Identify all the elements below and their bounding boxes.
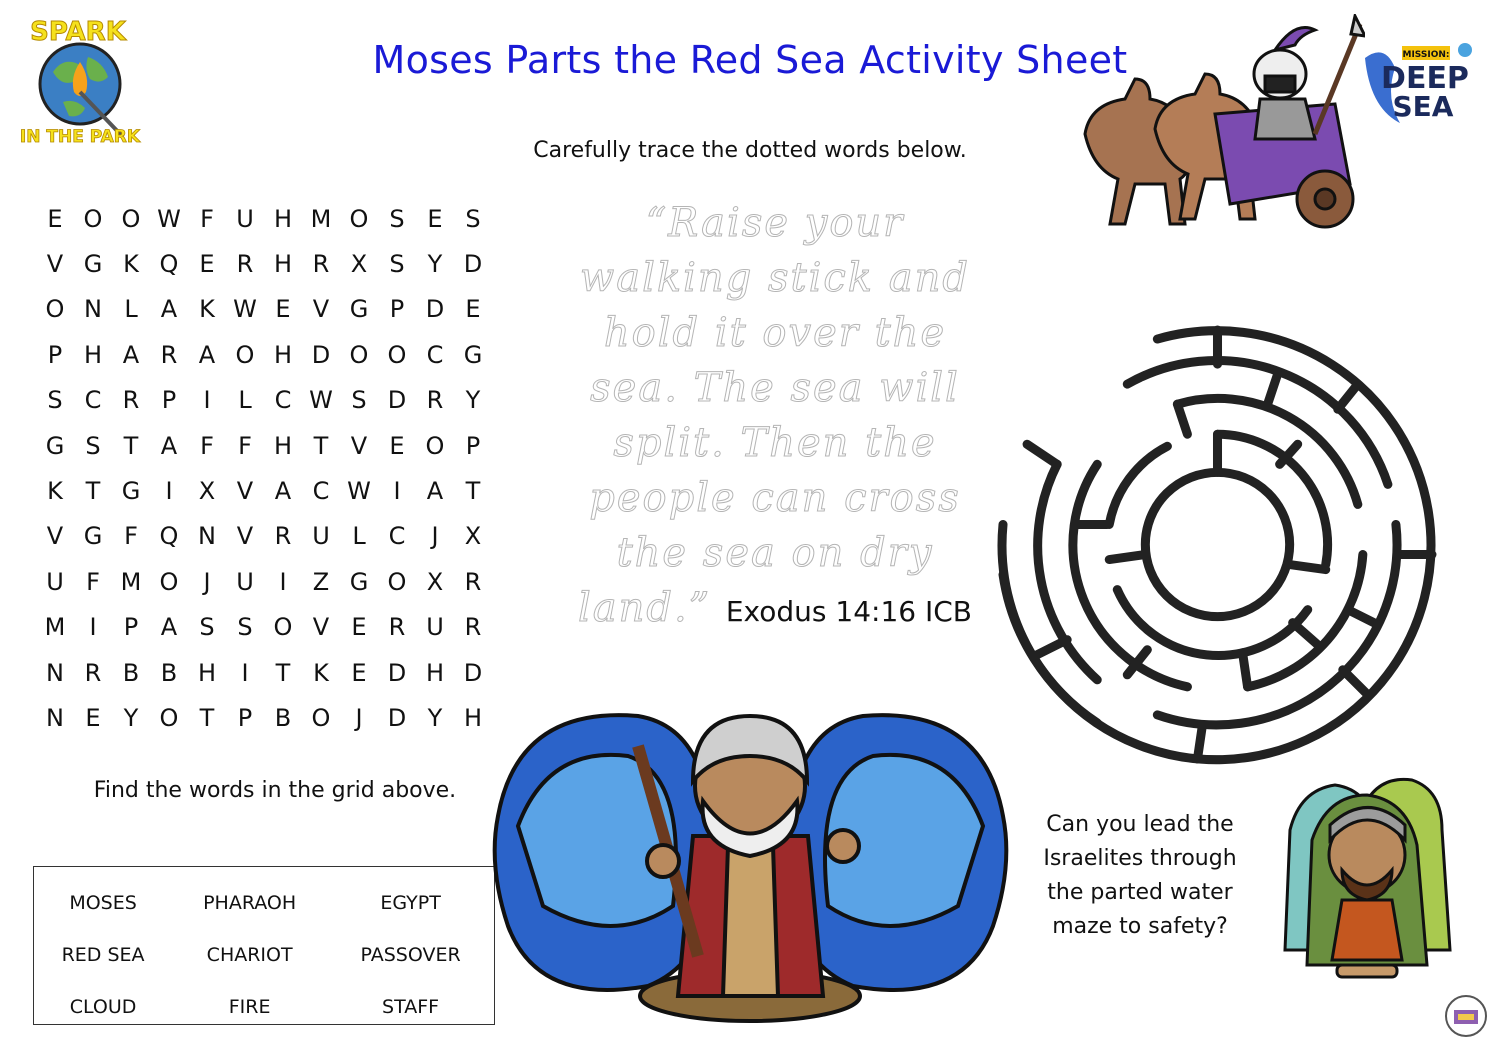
grid-letter[interactable]: G bbox=[83, 522, 103, 551]
grid-letter[interactable]: H bbox=[273, 340, 293, 369]
trace-line: hold it over the bbox=[603, 310, 947, 356]
grid-letter[interactable]: T bbox=[313, 431, 329, 460]
grid-letter[interactable]: P bbox=[161, 386, 177, 415]
grid-letter[interactable]: O bbox=[349, 340, 369, 369]
sea-label: SEA bbox=[1392, 90, 1454, 123]
grid-letter[interactable]: E bbox=[351, 613, 367, 642]
grid-letter[interactable]: R bbox=[84, 658, 102, 687]
grid-row bbox=[36, 378, 492, 423]
grid-letter[interactable]: U bbox=[312, 522, 330, 551]
grid-letter[interactable]: R bbox=[160, 340, 178, 369]
grid-letter[interactable]: H bbox=[273, 204, 293, 233]
grid-letter[interactable]: V bbox=[312, 613, 330, 642]
grid-letter[interactable]: R bbox=[122, 386, 140, 415]
grid-letter[interactable]: I bbox=[165, 477, 173, 506]
grid-letter[interactable]: C bbox=[426, 340, 444, 369]
grid-letter[interactable]: S bbox=[389, 204, 405, 233]
grid-letter[interactable]: E bbox=[351, 658, 367, 687]
trace-line: land.” bbox=[577, 585, 712, 631]
trace-line: split. Then the bbox=[613, 420, 937, 466]
grid-letter[interactable]: I bbox=[203, 386, 211, 415]
grid-letter[interactable]: A bbox=[122, 340, 140, 369]
grid-letter[interactable]: B bbox=[274, 703, 292, 732]
trace-line-last bbox=[560, 581, 990, 636]
moses-illustration-icon bbox=[488, 706, 1013, 1026]
grid-letter[interactable]: S bbox=[199, 613, 215, 642]
grid-letter[interactable]: P bbox=[237, 703, 253, 732]
grid-letter[interactable]: E bbox=[389, 431, 405, 460]
deep-sea-logo-icon bbox=[1355, 38, 1485, 128]
grid-letter[interactable]: C bbox=[274, 386, 292, 415]
maze-question-line: maze to safety? bbox=[1052, 914, 1228, 939]
grid-letter[interactable]: K bbox=[123, 250, 139, 279]
grid-letter[interactable]: X bbox=[426, 567, 444, 596]
grid-letter[interactable]: D bbox=[387, 386, 407, 415]
grid-letter[interactable]: P bbox=[123, 613, 139, 642]
grid-letter[interactable]: R bbox=[464, 567, 482, 596]
grid-letter[interactable]: P bbox=[47, 340, 63, 369]
grid-letter[interactable]: J bbox=[203, 567, 211, 596]
grid-letter[interactable]: U bbox=[426, 613, 444, 642]
grid-letter[interactable]: Z bbox=[312, 567, 330, 596]
maze-question-line: Israelites through bbox=[1043, 846, 1237, 871]
grid-letter[interactable]: J bbox=[355, 703, 363, 732]
grid-letter[interactable]: V bbox=[46, 522, 64, 551]
grid-letter[interactable]: F bbox=[86, 567, 100, 596]
grid-letter[interactable]: L bbox=[124, 295, 138, 324]
grid-letter[interactable]: S bbox=[237, 613, 253, 642]
grid-letter[interactable]: P bbox=[465, 431, 481, 460]
grid-letter[interactable]: X bbox=[198, 477, 216, 506]
spark-logo-bottom-text: IN THE PARK bbox=[19, 127, 141, 147]
chariot-illustration-icon bbox=[1075, 14, 1365, 254]
grid-letter[interactable]: T bbox=[85, 477, 101, 506]
grid-letter[interactable]: D bbox=[463, 250, 483, 279]
grid-letter[interactable]: K bbox=[47, 477, 63, 506]
grid-letter[interactable]: O bbox=[45, 295, 65, 324]
grid-letter[interactable]: U bbox=[46, 567, 64, 596]
grid-letter[interactable]: N bbox=[84, 295, 102, 324]
word-list-item: RED SEA bbox=[61, 944, 145, 966]
grid-letter[interactable]: E bbox=[199, 250, 215, 279]
maze-question bbox=[1020, 808, 1260, 944]
grid-letter[interactable]: O bbox=[273, 613, 293, 642]
grid-letter[interactable]: Y bbox=[427, 250, 443, 279]
grid-letter[interactable]: F bbox=[238, 431, 252, 460]
grid-letter[interactable]: O bbox=[159, 567, 179, 596]
grid-letter[interactable]: G bbox=[83, 250, 103, 279]
grid-letter[interactable]: R bbox=[236, 250, 254, 279]
grid-letter[interactable]: G bbox=[121, 477, 141, 506]
grid-letter[interactable]: B bbox=[160, 658, 178, 687]
trace-line: sea. The sea will bbox=[590, 365, 960, 411]
grid-letter[interactable]: O bbox=[387, 567, 407, 596]
grid-letter[interactable]: D bbox=[425, 295, 445, 324]
grid-letter[interactable]: O bbox=[425, 431, 445, 460]
grid-letter[interactable]: H bbox=[197, 658, 217, 687]
grid-letter[interactable]: I bbox=[241, 658, 249, 687]
grid-letter[interactable]: Y bbox=[427, 703, 443, 732]
find-words-instruction: Find the words in the grid above. bbox=[93, 778, 457, 803]
grid-letter[interactable]: H bbox=[463, 703, 483, 732]
grid-row bbox=[36, 423, 492, 468]
grid-letter[interactable]: V bbox=[312, 295, 330, 324]
grid-letter[interactable]: A bbox=[160, 295, 178, 324]
grid-letter[interactable]: K bbox=[199, 295, 215, 324]
maze-question-line: Can you lead the bbox=[1046, 812, 1234, 837]
grid-letter[interactable]: I bbox=[89, 613, 97, 642]
grid-letter[interactable]: D bbox=[387, 658, 407, 687]
grid-letter[interactable]: E bbox=[427, 204, 443, 233]
word-list-item: STAFF bbox=[382, 996, 440, 1018]
grid-letter[interactable]: D bbox=[387, 703, 407, 732]
grid-letter[interactable]: D bbox=[463, 658, 483, 687]
grid-row bbox=[36, 196, 492, 241]
grid-letter[interactable]: R bbox=[388, 613, 406, 642]
grid-letter[interactable]: R bbox=[464, 613, 482, 642]
grid-row bbox=[36, 559, 492, 604]
grid-letter[interactable]: U bbox=[236, 567, 254, 596]
trace-line: people can cross bbox=[589, 475, 961, 521]
grid-letter[interactable]: Q bbox=[159, 522, 179, 551]
trace-line: “Raise your bbox=[645, 200, 905, 246]
artist-badge-icon bbox=[1444, 994, 1488, 1038]
word-list-item: PASSOVER bbox=[360, 944, 461, 966]
grid-letter[interactable]: E bbox=[47, 204, 63, 233]
grid-letter[interactable]: H bbox=[425, 658, 445, 687]
grid-letter[interactable]: V bbox=[236, 477, 254, 506]
mission-label: MISSION: bbox=[1402, 50, 1450, 60]
grid-letter[interactable]: C bbox=[312, 477, 330, 506]
grid-letter[interactable]: M bbox=[120, 567, 142, 596]
trace-line: the sea on dry bbox=[616, 530, 934, 576]
grid-letter[interactable]: G bbox=[349, 567, 369, 596]
grid-letter[interactable]: F bbox=[200, 204, 214, 233]
grid-letter[interactable]: S bbox=[47, 386, 63, 415]
grid-letter[interactable]: C bbox=[84, 386, 102, 415]
grid-letter[interactable]: T bbox=[275, 658, 291, 687]
grid-letter[interactable]: Y bbox=[465, 386, 481, 415]
word-list-item: FIRE bbox=[228, 996, 271, 1018]
grid-letter[interactable]: V bbox=[236, 522, 254, 551]
grid-letter[interactable]: H bbox=[83, 340, 103, 369]
grid-letter[interactable]: H bbox=[273, 431, 293, 460]
tracing-verse bbox=[560, 196, 990, 636]
word-list-item: EGYPT bbox=[380, 892, 441, 914]
grid-letter[interactable]: O bbox=[159, 703, 179, 732]
trace-line: walking stick and bbox=[580, 255, 970, 301]
grid-letter[interactable]: S bbox=[465, 204, 481, 233]
grid-letter[interactable]: T bbox=[465, 477, 481, 506]
grid-letter[interactable]: B bbox=[122, 658, 140, 687]
grid-letter[interactable]: U bbox=[236, 204, 254, 233]
grid-letter[interactable]: G bbox=[45, 431, 65, 460]
grid-letter[interactable]: L bbox=[238, 386, 252, 415]
grid-letter[interactable]: F bbox=[200, 431, 214, 460]
grid-letter[interactable]: E bbox=[465, 295, 481, 324]
word-list-item: CHARIOT bbox=[206, 944, 293, 966]
grid-letter[interactable]: S bbox=[389, 250, 405, 279]
grid-letter[interactable]: E bbox=[85, 703, 101, 732]
grid-letter[interactable]: G bbox=[349, 295, 369, 324]
grid-letter[interactable]: O bbox=[349, 204, 369, 233]
maze-question-line: the parted water bbox=[1047, 880, 1233, 905]
spark-logo-top-text: SPARK bbox=[30, 17, 126, 47]
grid-letter[interactable]: M bbox=[44, 613, 66, 642]
grid-letter[interactable]: A bbox=[160, 431, 178, 460]
grid-letter[interactable]: F bbox=[124, 522, 138, 551]
grid-letter[interactable]: W bbox=[347, 477, 371, 506]
grid-letter[interactable]: X bbox=[464, 522, 482, 551]
grid-letter[interactable]: W bbox=[157, 204, 181, 233]
grid-letter[interactable]: I bbox=[393, 477, 401, 506]
deep-label: DEEP bbox=[1381, 61, 1469, 96]
grid-letter[interactable]: Q bbox=[159, 250, 179, 279]
grid-letter[interactable]: Y bbox=[123, 703, 139, 732]
grid-letter[interactable]: R bbox=[426, 386, 444, 415]
trace-instruction: Carefully trace the dotted words below. bbox=[533, 138, 967, 163]
grid-letter[interactable]: S bbox=[351, 386, 367, 415]
grid-letter[interactable]: O bbox=[387, 340, 407, 369]
word-list-box bbox=[33, 866, 495, 1025]
grid-letter[interactable]: C bbox=[388, 522, 406, 551]
grid-row bbox=[36, 468, 492, 513]
grid-letter[interactable]: R bbox=[312, 250, 330, 279]
grid-letter[interactable]: A bbox=[274, 477, 292, 506]
grid-letter[interactable]: R bbox=[274, 522, 292, 551]
grid-letter[interactable]: J bbox=[431, 522, 439, 551]
maze-icon[interactable] bbox=[995, 322, 1440, 767]
word-search-grid bbox=[36, 196, 492, 741]
grid-letter[interactable]: E bbox=[275, 295, 291, 324]
grid-letter[interactable]: A bbox=[426, 477, 444, 506]
grid-letter[interactable]: A bbox=[160, 613, 178, 642]
grid-letter[interactable]: V bbox=[46, 250, 64, 279]
scripture-reference: Exodus 14:16 ICB bbox=[725, 595, 973, 628]
grid-row bbox=[36, 695, 492, 740]
grid-letter[interactable]: N bbox=[46, 703, 64, 732]
grid-letter[interactable]: N bbox=[46, 658, 64, 687]
grid-letter[interactable]: G bbox=[463, 340, 483, 369]
grid-letter[interactable]: M bbox=[310, 204, 332, 233]
spark-logo-icon bbox=[18, 12, 148, 152]
grid-letter[interactable]: H bbox=[273, 250, 293, 279]
grid-letter[interactable]: O bbox=[121, 204, 141, 233]
grid-row bbox=[36, 287, 492, 332]
grid-letter[interactable]: A bbox=[198, 340, 216, 369]
grid-letter[interactable]: D bbox=[311, 340, 331, 369]
grid-letter[interactable]: V bbox=[350, 431, 368, 460]
grid-letter[interactable]: I bbox=[279, 567, 287, 596]
grid-letter[interactable]: O bbox=[235, 340, 255, 369]
grid-row bbox=[36, 605, 492, 650]
page-title: Moses Parts the Red Sea Activity Sheet bbox=[372, 38, 1128, 82]
grid-letter[interactable]: K bbox=[313, 658, 329, 687]
grid-letter[interactable]: T bbox=[123, 431, 139, 460]
grid-letter[interactable]: O bbox=[83, 204, 103, 233]
grid-letter[interactable]: W bbox=[233, 295, 257, 324]
grid-row bbox=[36, 514, 492, 559]
grid-letter[interactable]: O bbox=[311, 703, 331, 732]
word-list-item: MOSES bbox=[69, 892, 137, 914]
grid-row bbox=[36, 332, 492, 377]
israelites-illustration-icon bbox=[1282, 770, 1452, 985]
grid-letter[interactable]: T bbox=[199, 703, 215, 732]
grid-letter[interactable]: L bbox=[352, 522, 366, 551]
grid-letter[interactable]: P bbox=[389, 295, 405, 324]
grid-row bbox=[36, 650, 492, 695]
grid-letter[interactable]: W bbox=[309, 386, 333, 415]
grid-letter[interactable]: N bbox=[198, 522, 216, 551]
grid-row bbox=[36, 241, 492, 286]
word-list-item: PHARAOH bbox=[203, 892, 297, 914]
grid-letter[interactable]: S bbox=[85, 431, 101, 460]
word-list-item: CLOUD bbox=[69, 996, 137, 1018]
grid-letter[interactable]: X bbox=[350, 250, 368, 279]
